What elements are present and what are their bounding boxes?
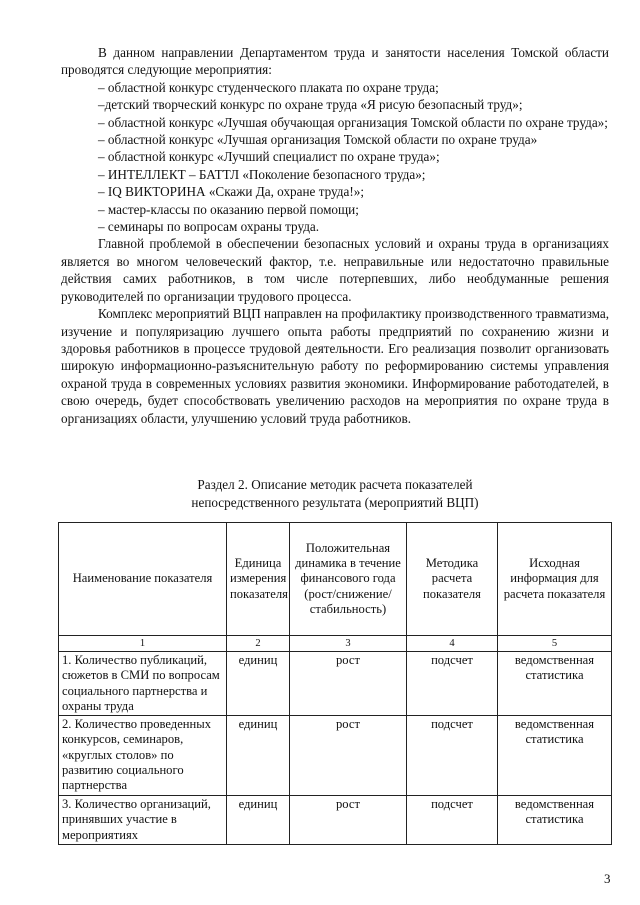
list-item: –детский творческий конкурс по охране труда «Я рисую безопасный труд»; <box>98 97 523 113</box>
indicator-dynamics: рост <box>290 716 407 796</box>
body-text <box>61 44 609 427</box>
indicator-method: подсчет <box>407 716 498 796</box>
list-item: – мастер-классы по оказанию первой помощи; <box>98 201 359 217</box>
indicator-dynamics: рост <box>290 796 407 845</box>
table-header-row <box>59 523 612 636</box>
intro-paragraph: В данном направлении Департаментом труда и занятости населения Томской области проводятся следующие мероприятия: <box>61 45 609 78</box>
list-item: – семинары по вопросам охраны труда. <box>98 219 320 235</box>
column-number: 2 <box>227 636 290 652</box>
indicator-source: ведомственная статистика <box>498 652 612 716</box>
list-item: – ИНТЕЛЛЕКТ – БАТТЛ «Поколение безопасного труда»; <box>98 166 426 182</box>
indicator-method: подсчет <box>407 652 498 716</box>
indicator-unit: единиц <box>227 716 290 796</box>
indicator-source: ведомственная статистика <box>498 796 612 845</box>
indicator-name: 1. Количество публикаций, сюжетов в СМИ по вопросам социального партнерства и охраны труда <box>59 652 227 716</box>
indicator-source: ведомственная статистика <box>498 716 612 796</box>
column-number: 5 <box>498 636 612 652</box>
table-row <box>59 716 612 796</box>
list-item: – областной конкурс студенческого плаката по охране труда; <box>98 79 439 95</box>
list-item: – IQ ВИКТОРИНА «Скажи Да, охране труда!»; <box>98 184 365 200</box>
list-item: – областной конкурс «Лучшая обучающая организация Томской области по охране труда»; <box>98 114 608 130</box>
indicator-method: подсчет <box>407 796 498 845</box>
indicator-dynamics: рост <box>290 652 407 716</box>
header-source: Исходная информация для расчета показателя <box>498 523 612 636</box>
list-item: – областной конкурс «Лучшая организация Томской области по охране труда» <box>98 132 538 148</box>
column-number: 3 <box>290 636 407 652</box>
column-number-row <box>59 636 612 652</box>
indicators-table <box>58 522 612 845</box>
section-title-line: Раздел 2. Описание методик расчета показателей <box>197 477 473 492</box>
header-dynamics: Положительная динамика в течение финансового года (рост/снижение/ стабильность) <box>290 523 407 636</box>
header-unit: Единица измерения показателя <box>227 523 290 636</box>
table-row <box>59 796 612 845</box>
list-item: – областной конкурс «Лучший специалист по охране труда»; <box>98 149 440 165</box>
page-number: 3 <box>604 871 611 886</box>
indicator-name: 3. Количество организаций, принявших участие в мероприятиях <box>59 796 227 845</box>
column-number: 1 <box>59 636 227 652</box>
problem-paragraph: Главной проблемой в обеспечении безопасных условий и охраны труда в организациях является во многом человеческий фактор, т.е. неправильные или недостаточно правильные действия самих работников, в том числе потерпевших, либо необдуманные решения руководителей по организации трудового процесса. <box>61 236 609 304</box>
header-method: Методика расчета показателя <box>407 523 498 636</box>
complex-paragraph: Комплекс мероприятий ВЦП направлен на профилактику производственного травматизма, изучение и популяризацию лучшего опыта работы предприятий по сохранению жизни и здоровья работников в процессе трудовой деятельности. Его реализация позволит организовать широкую информационно-разъяснительную работу по реформированию системы управления охраной труда в современных условиях развития экономики. Информирование работодателей, в свою очередь, будет способствовать увеличению расходов на мероприятия по охране труда в организациях области, улучшению условий труда работников. <box>61 306 610 426</box>
table-row <box>59 652 612 716</box>
indicator-unit: единиц <box>227 796 290 845</box>
indicator-name: 2. Количество проведенных конкурсов, семинаров, «круглых столов» по развитию социального партнерства <box>59 716 227 796</box>
section-title-line: непосредственного результата (мероприятий ВЦП) <box>191 495 479 510</box>
column-number: 4 <box>407 636 498 652</box>
section-title <box>61 476 609 512</box>
header-name: Наименование показателя <box>59 523 227 636</box>
indicator-unit: единиц <box>227 652 290 716</box>
